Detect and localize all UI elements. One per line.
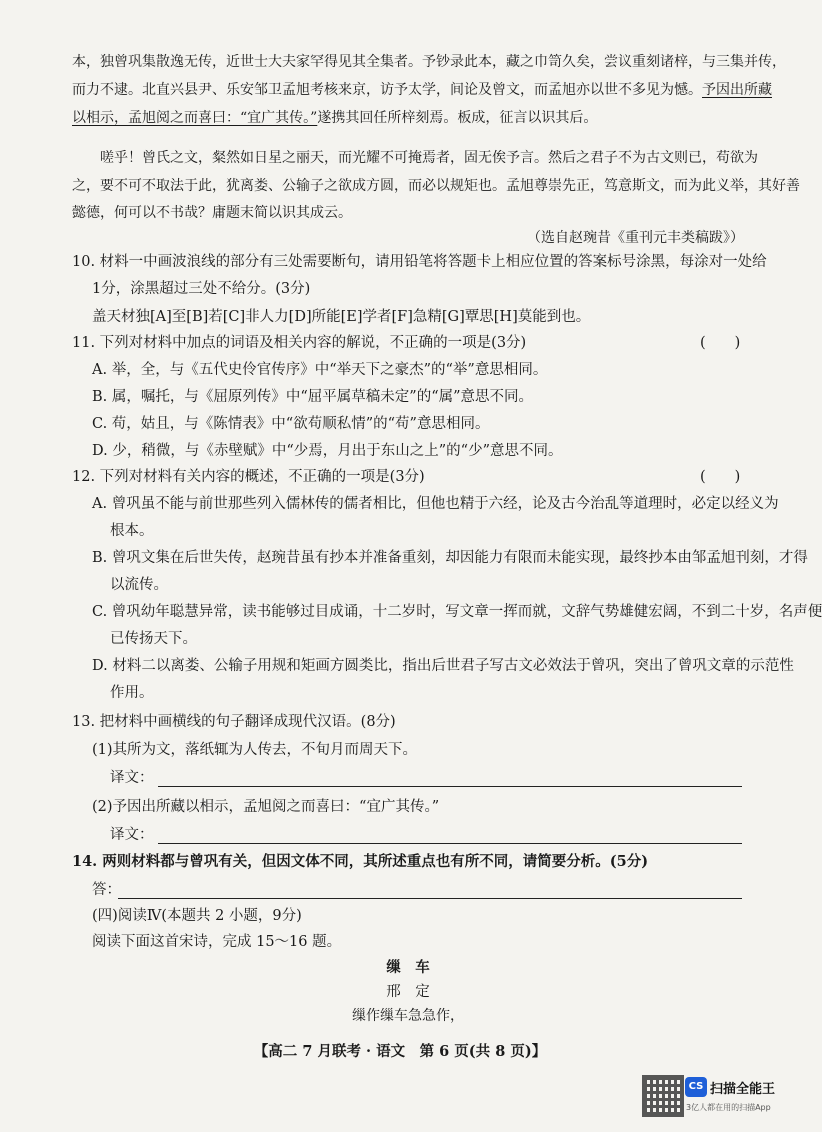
material2-line-2 bbox=[72, 80, 772, 100]
q14-stem: 14. 两则材料都与曾巩有关，但因文体不同，其所述重点也有所不同，请简要分析。(5分) bbox=[72, 853, 649, 870]
q11-option-b: B. 属，嘱托，与《屈原列传》中“屈平属草稿未定”的“属”意思不同。 bbox=[92, 389, 534, 405]
q11-option-a: A. 举，全，与《五代史伶官传序》中“举天下之豪杰”的“举”意思相同。 bbox=[92, 362, 548, 378]
material2-line-1: 本，独曾巩集散逸无传，近世士大夫家罕得见其全集者。予钞录此本，藏之巾笥久矣，尝议重刻诸梓，与三集并传， bbox=[72, 54, 786, 70]
q13-sentence-2: (2)予因出所藏以相示，孟旭阅之而喜曰：“宜广其传。” bbox=[92, 799, 440, 815]
q13-translation-label-2: 译文： bbox=[110, 827, 154, 843]
q14-answer-line[interactable] bbox=[118, 898, 742, 899]
q12-option-a-line1: A. 曾巩虽不能与前世那些列入儒林传的儒者相比，但他也精于六经，论及古今治乱等道理时，必定以经义为 bbox=[92, 496, 779, 512]
camscanner-logo-icon: CS bbox=[685, 1077, 707, 1097]
q12-option-c-line1: C. 曾巩幼年聪慧异常，读书能够过目成诵，十二岁时，写文章一挥而就，文辞气势雄健宏阔，不到二十岁，名声便 bbox=[92, 604, 822, 620]
q13-translation-label-1: 译文： bbox=[110, 770, 154, 786]
q12-option-d-line2: 作用。 bbox=[110, 685, 154, 701]
camscanner-tagline: 3亿人都在用的扫描App bbox=[686, 1103, 771, 1112]
q10-sentence: 盖天材独[A]至[B]若[C]非人力[D]所能[E]学者[F]急精[G]覃思[H]莫能到也。 bbox=[92, 309, 591, 325]
material2-line-6: 懿德，何可以不书哉？庸题末简以识其成云。 bbox=[72, 205, 352, 221]
section4-instruction: 阅读下面这首宋诗，完成 15～16 题。 bbox=[92, 934, 342, 950]
q12-option-d-line1: D. 材料二以离娄、公输子用规和矩画方圆类比，指出后世君子写古文必效法于曾巩，突出了曾巩文章的示范性 bbox=[92, 658, 794, 674]
q11-option-c: C. 苟，姑且，与《陈情表》中“欲苟顺私情”的“苟”意思相同。 bbox=[92, 416, 490, 432]
material2-line-2-text: 而力不逮。北直兴县尹、乐安邹卫孟旭考核来京，访予太学，间论及曾文，而孟旭亦以世不多见为憾。 bbox=[72, 82, 702, 98]
q11-option-d: D. 少，稍微，与《赤壁赋》中“少焉，月出于东山之上”的“少”意思不同。 bbox=[92, 443, 563, 459]
material2-source: （选自赵琬昔《重刊元丰类稿跋》） bbox=[527, 230, 744, 246]
q12-answer-paren[interactable]: ( ) bbox=[700, 469, 741, 485]
q12-stem: 12. 下列对材料有关内容的概述，不正确的一项是(3分) bbox=[72, 469, 425, 485]
material2-line-4: 嗟乎！曾氏之文，粲然如日星之丽天，而光耀不可掩焉者，固无俟予言。然后之君子不为古文则已，苟欲为 bbox=[100, 150, 758, 166]
underlined-sentence-part2: 以相示，孟旭阅之而喜曰：“宜广其传。” bbox=[72, 110, 318, 126]
poem-line-1: 缫作缫车急急作， bbox=[352, 1008, 464, 1024]
q11-answer-paren[interactable]: ( ) bbox=[700, 335, 741, 351]
q11-stem: 11. 下列对材料中加点的词语及相关内容的解说，不正确的一项是(3分) bbox=[72, 335, 527, 351]
q10-stem-line2: 1分，涂黑超过三处不给分。(3分) bbox=[92, 281, 311, 297]
q12-option-b-line2: 以流传。 bbox=[110, 577, 168, 593]
poem-title: 缫 车 bbox=[386, 959, 430, 976]
q13-translation-answer-line-2[interactable] bbox=[158, 843, 742, 844]
q10-stem-line1: 10. 材料一中画波浪线的部分有三处需要断句，请用铅笔将答题卡上相应位置的答案标号涂黑，每涂对一处给 bbox=[72, 254, 767, 270]
q12-option-a-line2: 根本。 bbox=[110, 523, 154, 539]
q13-stem: 13. 把材料中画横线的句子翻译成现代汉语。(8分) bbox=[72, 714, 396, 730]
q12-option-b-line1: B. 曾巩文集在后世失传，赵琬昔虽有抄本并准备重刻，却因能力有限而未能实现，最终抄本由邹孟旭刊刻，才得 bbox=[92, 550, 808, 566]
material2-line-3-text: 遂携其回任所梓刻焉。板成，征言以识其后。 bbox=[317, 110, 598, 126]
section4-heading: (四)阅读Ⅳ(本题共 2 小题，9分) bbox=[92, 908, 302, 924]
qr-code-icon bbox=[642, 1075, 684, 1117]
underlined-sentence-part1: 予因出所藏 bbox=[702, 82, 772, 98]
q14-answer-label: 答： bbox=[92, 882, 121, 898]
q12-option-c-line2: 已传扬天下。 bbox=[110, 631, 197, 647]
q13-translation-answer-line-1[interactable] bbox=[158, 786, 742, 787]
camscanner-app-name: 扫描全能王 bbox=[710, 1082, 776, 1097]
q13-sentence-1: (1)其所为文，落纸辄为人传去，不旬月而周天下。 bbox=[92, 742, 418, 758]
material2-line-3 bbox=[72, 108, 744, 128]
poem-author: 邢 定 bbox=[386, 984, 430, 1000]
material2-line-5: 之，要不可不取法于此，犹离娄、公输子之欲成方圆，而必以规矩也。孟旭尊崇先正，笃意斯文，而为此义举，其好善 bbox=[72, 178, 800, 194]
page-footer: 【高二 7 月联考 · 语文 第 6 页(共 8 页)】 bbox=[253, 1043, 547, 1060]
